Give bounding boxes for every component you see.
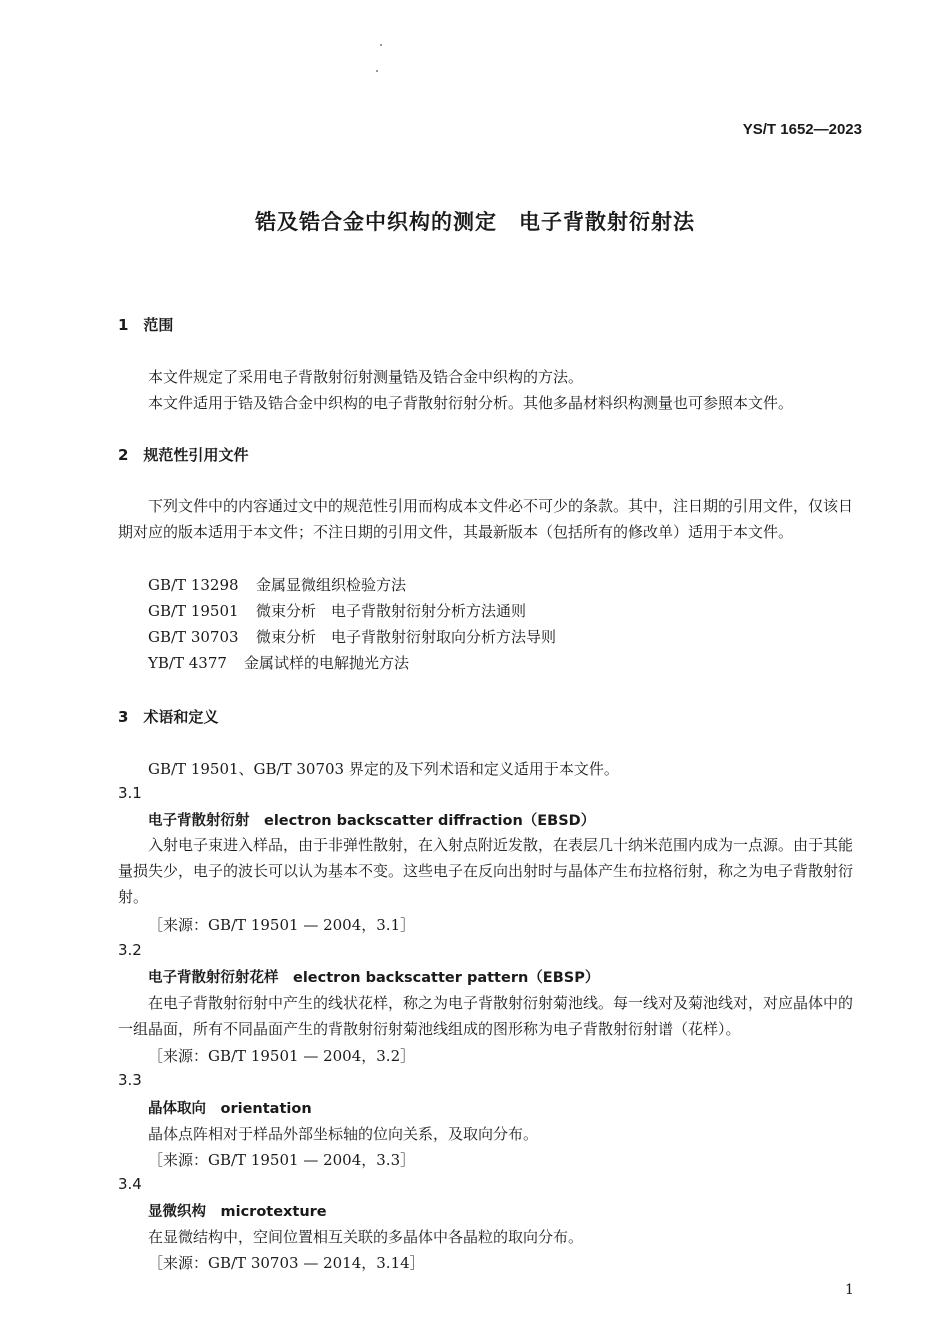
term-title: 电子背散射衍射 electron backscatter diffraction（EBSD） xyxy=(148,813,596,829)
scan-dot xyxy=(380,44,382,46)
section-2-intro: 下列文件中的内容通过文中的规范性引用而构成本文件必不可少的条款。其中，注日期的引用文件，仅该日期对应的版本适用于本文件；不注日期的引用文件，其最新版本（包括所有的修改单）适用于本文件。 xyxy=(118,497,854,541)
reference-title: 金属显微组织检验方法 xyxy=(256,576,407,594)
page-number: 1 xyxy=(845,1282,854,1298)
scan-dot xyxy=(376,70,378,72)
term-definition: 晶体点阵相对于样品外部坐标轴的位向关系，及取向分布。 xyxy=(148,1125,539,1143)
document-title: 锆及锆合金中织构的测定 电子背散射衍射法 xyxy=(255,210,695,234)
reference-code: YB/T 4377 xyxy=(148,654,227,672)
term-title: 显微织构 microtexture xyxy=(148,1204,327,1220)
clause-number: 3.3 xyxy=(118,1071,142,1089)
clause-number: 3.2 xyxy=(118,941,142,959)
term-title: 电子背散射衍射花样 electron backscatter pattern（EBSP） xyxy=(148,970,600,986)
section-3-heading: 3 术语和定义 xyxy=(118,708,219,726)
term-definition: 入射电子束进入样品，由于非弹性散射，在入射点附近发散，在表层几十纳米范围内成为一点源。由于其能量损失少，电子的波长可以认为基本不变。这些电子在反向出射时与晶体产生布拉格衍射，称之为电子背散射衍射。 xyxy=(118,836,854,906)
reference-title: 微束分析 电子背散射衍射取向分析方法导则 xyxy=(256,628,557,646)
reference-item xyxy=(148,650,409,676)
clause-number: 3.4 xyxy=(118,1175,142,1193)
term-source: ［来源：GB/T 19501 — 2004，3.3］ xyxy=(148,1151,416,1169)
reference-title: 微束分析 电子背散射衍射分析方法通则 xyxy=(256,602,527,620)
term-title: 晶体取向 orientation xyxy=(148,1101,312,1117)
section-3-intro: GB/T 19501、GB/T 30703 界定的及下列术语和定义适用于本文件。 xyxy=(148,760,619,778)
term-source: ［来源：GB/T 19501 — 2004，3.2］ xyxy=(148,1047,416,1065)
reference-code: GB/T 30703 xyxy=(148,628,239,646)
reference-code: GB/T 13298 xyxy=(148,576,239,594)
term-definition: 在显微结构中，空间位置相互关联的多晶体中各晶粒的取向分布。 xyxy=(148,1228,584,1246)
document-code: YS/T 1652—2023 xyxy=(742,121,862,138)
reference-item xyxy=(148,598,526,624)
reference-code: GB/T 19501 xyxy=(148,602,239,620)
term-source: ［来源：GB/T 19501 — 2004，3.1］ xyxy=(148,916,416,934)
term-definition: 在电子背散射衍射中产生的线状花样，称之为电子背散射衍射菊池线。每一线对及菊池线对，对应晶体中的一组晶面，所有不同晶面产生的背散射衍射菊池线组成的图形称为电子背散射衍射谱（花样）。 xyxy=(118,994,854,1038)
section-1-paragraph: 本文件适用于锆及锆合金中织构的电子背散射衍射分析。其他多晶材料织构测量也可参照本文件。 xyxy=(148,394,794,412)
section-1-heading: 1 范围 xyxy=(118,316,174,334)
reference-item xyxy=(148,572,406,598)
section-2-heading: 2 规范性引用文件 xyxy=(118,446,249,464)
clause-number: 3.1 xyxy=(118,784,142,802)
section-1-paragraph: 本文件规定了采用电子背散射衍射测量锆及锆合金中织构的方法。 xyxy=(148,368,584,386)
term-source: ［来源：GB/T 30703 — 2014，3.14］ xyxy=(148,1254,425,1272)
reference-item xyxy=(148,624,556,650)
reference-title: 金属试样的电解抛光方法 xyxy=(244,654,410,672)
